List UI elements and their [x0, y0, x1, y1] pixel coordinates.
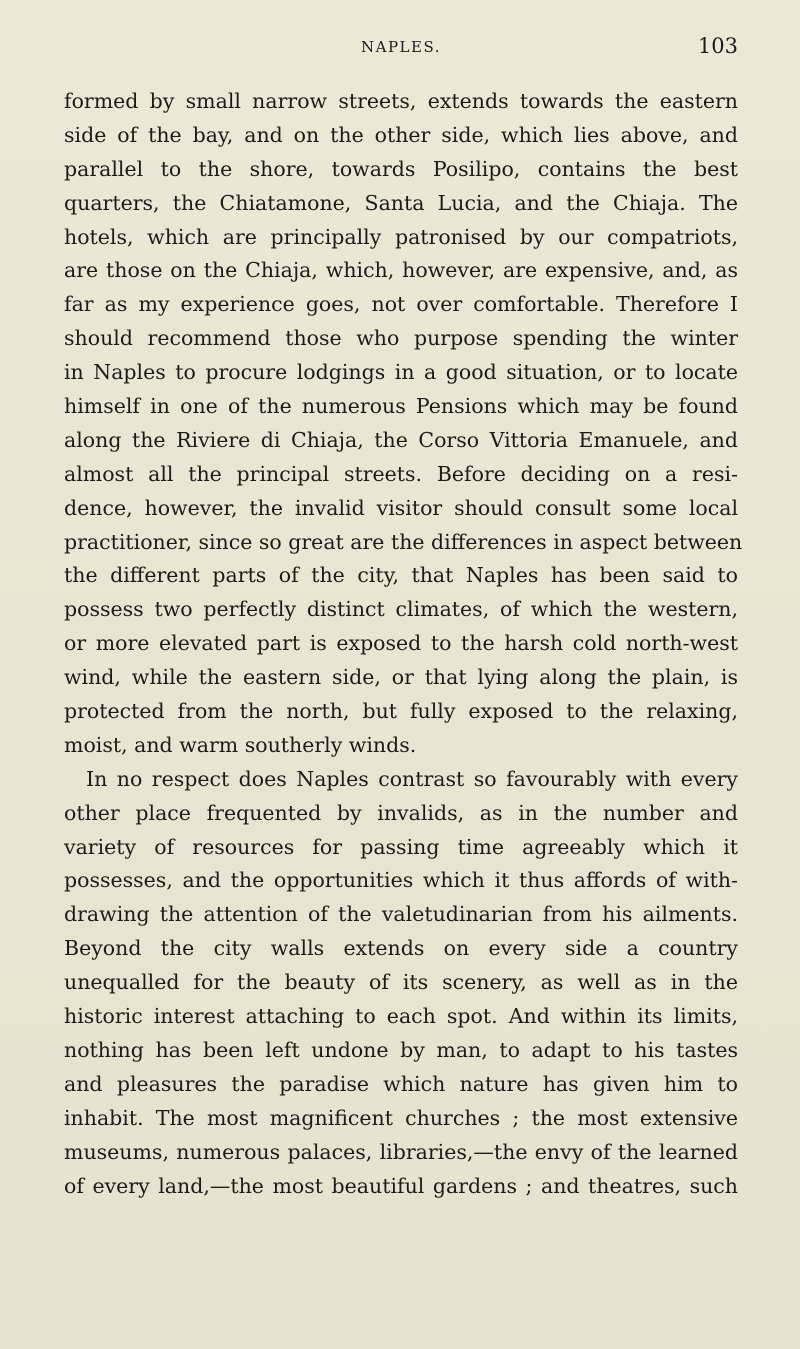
text-line: or more elevated part is exposed to the harsh cold north-west — [64, 631, 738, 656]
text-line: far as my experience goes, not over comfortable. Therefore I — [64, 292, 738, 317]
text-line: formed by small narrow streets, extends towards the eastern — [64, 89, 738, 113]
text-line: the different parts of the city, that Naples has been said to — [64, 563, 738, 588]
text-line: should recommend those who purpose spending the winter — [64, 326, 738, 351]
text-line: almost all the principal streets. Before deciding on a resi- — [64, 461, 738, 486]
text-line: and pleasures the paradise which nature has given him to — [64, 1071, 738, 1096]
text-line: are those on the Chiaja, which, however, are expensive, and, as — [64, 258, 738, 283]
text-line: possess two perfectly distinct climates, of which the western, — [64, 597, 738, 622]
running-title: NAPLES. — [361, 38, 441, 56]
page-number: 103 — [697, 34, 738, 58]
text-line: museums, numerous palaces, libraries,—the envy of the learned — [64, 1139, 738, 1164]
paragraph-end-line: moist, and warm southerly winds. — [64, 732, 417, 757]
text-line: practitioner, since so great are the differences in aspect between — [64, 529, 743, 554]
text-line: side of the bay, and on the other side, which lies above, and — [64, 122, 738, 147]
text-line: dence, however, the invalid visitor should consult some local — [64, 495, 738, 520]
text-line: unequalled for the beauty of its scenery, as well as in the — [64, 970, 738, 995]
text-line: inhabit. The most magnificent churches ; the most extensive — [64, 1105, 738, 1130]
text-line: historic interest attaching to each spot. And within its limits, — [64, 1004, 738, 1029]
body-text — [64, 85, 743, 1203]
text-line: in Naples to procure lodgings in a good situation, or to locate — [64, 360, 738, 385]
text-line: Beyond the city walls extends on every side a country — [64, 936, 738, 961]
text-line: of every land,—the most beautiful gardens ; and theatres, such — [64, 1173, 738, 1198]
text-line: quarters, the Chiatamone, Santa Lucia, and the Chiaja. The — [64, 190, 738, 215]
text-line: other place frequented by invalids, as in the number and — [64, 800, 738, 825]
text-line: drawing the attention of the valetudinarian from his ailments. — [64, 902, 738, 927]
text-line: hotels, which are principally patronised by our compatriots, — [64, 224, 738, 249]
text-line: himself in one of the numerous Pensions which may be found — [64, 394, 738, 419]
text-line: nothing has been left undone by man, to adapt to his tastes — [64, 1037, 738, 1062]
text-line: parallel to the shore, towards Posilipo, contains the best — [64, 156, 738, 181]
text-line: along the Riviere di Chiaja, the Corso Vittoria Emanuele, and — [64, 427, 738, 452]
text-line: possesses, and the opportunities which it thus affords of with- — [64, 868, 738, 893]
running-head — [64, 34, 738, 58]
text-line: variety of resources for passing time agreeably which it — [64, 834, 738, 859]
text-line: protected from the north, but fully exposed to the relaxing, — [64, 699, 738, 724]
text-line: wind, while the eastern side, or that lying along the plain, is — [64, 665, 738, 690]
paragraph-start-line: In no respect does Naples contrast so favourably with every — [86, 766, 738, 791]
